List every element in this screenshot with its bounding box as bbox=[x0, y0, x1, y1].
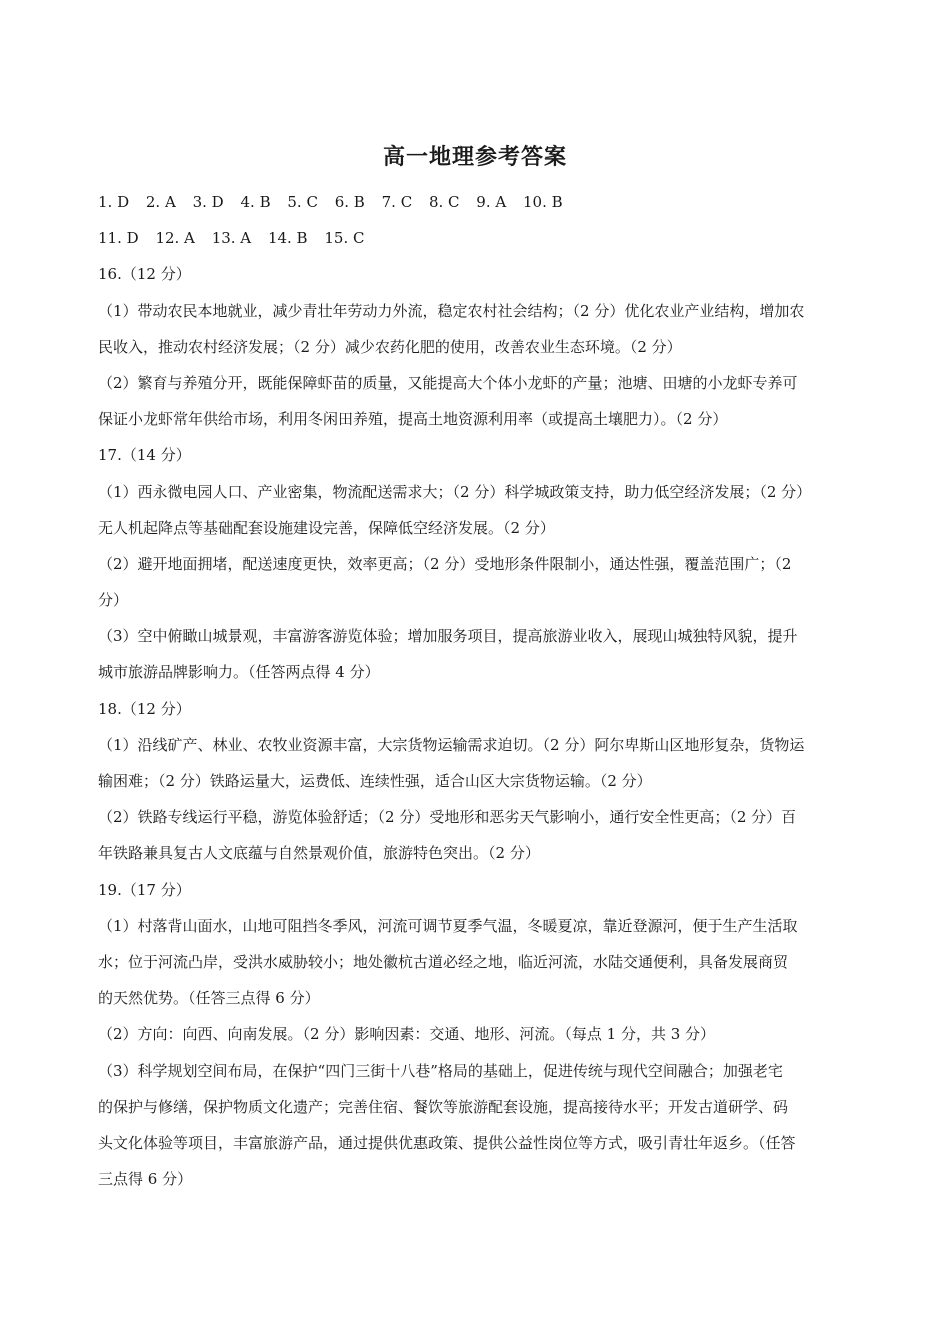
page-title: 高一地理参考答案 bbox=[382, 144, 567, 170]
mc-answer: 8. C bbox=[428, 193, 460, 211]
answer-line: 民收入，推动农村经济发展；（2 分）减少农药化肥的使用，改善农业生态环境。（2 分） bbox=[98, 337, 682, 356]
question-17-header: 17.（14 分） bbox=[98, 446, 191, 465]
mc-answers-row-1 bbox=[98, 184, 858, 220]
answer-line: （3）科学规划空间布局，在保护“四门三街十八巷”格局的基础上，促进传统与现代空间融合；加强老宅 bbox=[98, 1061, 783, 1080]
mc-answer: 10. B bbox=[523, 193, 563, 211]
answer-line: （3）空中俯瞰山城景观，丰富游客游览体验；增加服务项目，提高旅游业收入，展现山城独特风貌，提升 bbox=[98, 627, 798, 646]
q17-part3 bbox=[98, 618, 858, 690]
mc-answers-row-2 bbox=[98, 220, 858, 256]
answer-line: 保证小龙虾常年供给市场，利用冬闲田养殖，提高土地资源利用率（或提高土壤肥力）。（2 分） bbox=[98, 410, 728, 429]
answer-line: 的保护与修缮，保护物质文化遗产；完善住宿、餐饮等旅游配套设施，提高接待水平；开发古道研学、码 bbox=[98, 1097, 789, 1116]
q19-part1 bbox=[98, 908, 858, 1017]
mc-answer: 7. C bbox=[381, 193, 413, 211]
answer-line: （2）繁育与养殖分开，既能保障虾苗的质量，又能提高大个体小龙虾的产量；池塘、田塘的小龙虾专养可 bbox=[98, 373, 798, 392]
mc-answer: 1. D bbox=[98, 193, 130, 211]
answer-line: 的天然优势。（任答三点得 6 分） bbox=[98, 989, 320, 1008]
answer-line: 城市旅游品牌影响力。（任答两点得 4 分） bbox=[98, 663, 380, 682]
answer-line: 无人机起降点等基础配套设施建设完善，保障低空经济发展。（2 分） bbox=[98, 518, 555, 537]
answer-line: （1）西永微电园人口、产业密集，物流配送需求大；（2 分）科学城政策支持，助力低空经济发展；（2 分） bbox=[98, 482, 812, 501]
answer-line: 分） bbox=[98, 591, 129, 610]
q19-part3 bbox=[98, 1053, 858, 1198]
mc-answer: 4. B bbox=[240, 193, 271, 211]
answer-line: （2）铁路专线运行平稳，游览体验舒适；（2 分）受地形和恶劣天气影响小，通行安全性更高；（2 分）百 bbox=[98, 808, 797, 827]
q16-part1 bbox=[98, 293, 858, 365]
q18-part2 bbox=[98, 799, 858, 871]
answer-content bbox=[98, 184, 858, 1197]
mc-answer: 3. D bbox=[192, 193, 224, 211]
mc-answer: 11. D bbox=[98, 229, 139, 248]
mc-answer: 13. A bbox=[211, 229, 252, 248]
answer-line: 三点得 6 分） bbox=[98, 1170, 193, 1189]
answer-line: （1）沿线矿产、林业、农牧业资源丰富，大宗货物运输需求迫切。（2 分）阿尔卑斯山区地形复杂，货物运 bbox=[98, 735, 805, 754]
answer-line: （2）方向：向西、向南发展。（2 分）影响因素：交通、地形、河流。（每点 1 分，共 3 分） bbox=[98, 1025, 716, 1044]
q18-part1 bbox=[98, 727, 858, 799]
answer-line: 头文化体验等项目，丰富旅游产品，通过提供优惠政策、提供公益性岗位等方式，吸引青壮年返乡。（任答 bbox=[98, 1133, 796, 1152]
q19-part2 bbox=[98, 1016, 858, 1052]
q17-part1 bbox=[98, 474, 858, 546]
question-19-header: 19.（17 分） bbox=[98, 880, 191, 899]
q17-part2 bbox=[98, 546, 858, 618]
mc-answer: 2. A bbox=[145, 193, 176, 211]
mc-answer: 6. B bbox=[334, 193, 365, 211]
mc-answer: 15. C bbox=[324, 229, 365, 248]
answer-line: 输困难；（2 分）铁路运量大，运费低、连续性强，适合山区大宗货物运输。（2 分） bbox=[98, 772, 652, 790]
answer-line: （1）村落背山面水，山地可阻挡冬季风，河流可调节夏季气温，冬暖夏凉，靠近登源河，便于生产生活取 bbox=[98, 916, 798, 935]
answer-line: 年铁路兼具复古人文底蕴与自然景观价值，旅游特色突出。（2 分） bbox=[98, 844, 540, 863]
mc-answer: 9. A bbox=[476, 193, 507, 211]
question-18-header: 18.（12 分） bbox=[98, 699, 191, 718]
q16-part2 bbox=[98, 365, 858, 437]
answer-line: （1）带动农民本地就业，减少青壮年劳动力外流，稳定农村社会结构；（2 分）优化农业产业结构，增加农 bbox=[98, 301, 805, 320]
mc-answer: 12. A bbox=[155, 229, 195, 248]
mc-answer: 14. B bbox=[267, 229, 308, 248]
question-16-header: 16.（12 分） bbox=[98, 265, 191, 284]
answer-line: （2）避开地面拥堵，配送速度更快，效率更高；（2 分）受地形条件限制小，通达性强，覆盖范围广；（2 bbox=[98, 554, 792, 573]
answer-line: 水；位于河流凸岸，受洪水威胁较小；地处徽杭古道必经之地，临近河流，水陆交通便利，具备发展商贸 bbox=[98, 952, 789, 971]
mc-answer: 5. C bbox=[287, 193, 318, 211]
